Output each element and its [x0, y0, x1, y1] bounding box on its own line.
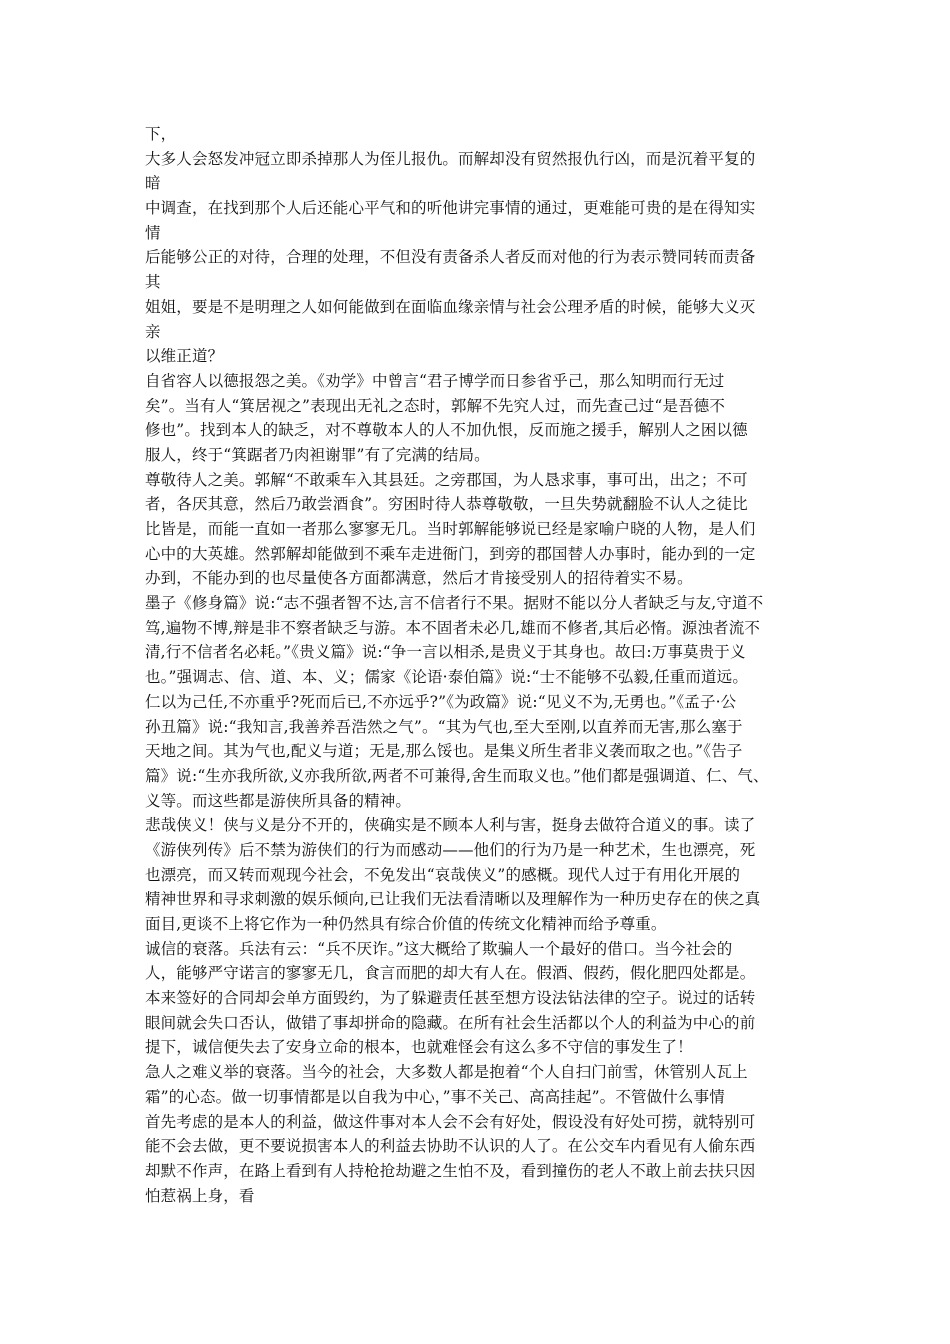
text-line: 比皆是，而能一直如一者那么寥寥无几。当时郭解能够说已经是家喻户晓的人物，是人们 — [145, 520, 756, 538]
text-line: 悲哉侠义！侠与义是分不开的，侠确实是不顾本人利与害，挺身去做符合道义的事。读了 — [145, 816, 756, 835]
text-line: 却默不作声，在路上看到有人持枪抢劫避之生怕不及，看到撞伤的老人不敢上前去扶只因 — [145, 1161, 756, 1180]
text-line: 矣”。当有人“箕居视之”表现出无礼之态时，郭解不先究人过，而先查己过“是吾德不 — [145, 396, 726, 415]
text-line: 后能够公正的对待，合理的处理，不但没有责备杀人者反而对他的行为表示赞同转而责备 — [145, 248, 756, 267]
text-line: 义等。而这些都是游侠所具备的精神。 — [145, 791, 412, 810]
text-line: 心中的大英雄。然郭解却能做到不乘车走进衙门，到旁的郡国替人办事时，能办到的一定 — [145, 544, 756, 563]
text-line: 修也”。找到本人的缺乏，对不尊敬本人的人不加仇恨，反而施之援手，解别人之困以德 — [145, 421, 748, 440]
text-line: 本来签好的合同却会单方面毁约，为了躲避责任甚至想方设法钻法律的空子。说过的话转 — [145, 989, 756, 1008]
text-line: 仁以为己任,不亦重乎?死而后已,不亦远乎?”《为政篇》说:“见义不为,无勇也。”《孟子·公 — [145, 692, 737, 711]
text-line: 急人之难义举的衰落。当今的社会，大多数人都是抱着“个人自扫门前雪，休管别人瓦上 — [145, 1063, 748, 1082]
text-line: 首先考虑的是本人的利益，做这件事对本人会不会有好处，假设没有好处可捞，就特别可 — [145, 1112, 756, 1131]
text-line: 其 — [145, 273, 161, 292]
text-line: 尊敬待人之美。郭解“不敢乘车入其县廷。之旁郡国，为人恳求事，事可出，出之；不可 — [145, 470, 748, 489]
text-line: 眼间就会失口否认，做错了事却拼命的隐藏。在所有社会生活都以个人的利益为中心的前 — [145, 1013, 756, 1032]
text-line: 清,行不信者名必耗。”《贵义篇》说:“争一言以相杀,是贵义于其身也。故曰:万事莫贵于义 — [145, 643, 746, 662]
text-line: 能不会去做，更不要说损害本人的利益去协助不认识的人了。在公交车内看见有人偷东西 — [145, 1137, 756, 1156]
text-line: 服人，终于“箕踞者乃肉袒谢罪”有了完满的结局。 — [145, 445, 490, 464]
text-line: 精神世界和寻求刺激的娱乐倾向,已让我们无法看清晰以及理解作为一种历史存在的侠之真 — [145, 890, 761, 909]
text-line: 墨子《修身篇》说:“志不强者智不达,言不信者行不果。据财不能以分人者缺乏与友,守道不 — [145, 594, 764, 613]
text-line: 篇》说:“生亦我所欲,义亦我所欲,两者不可兼得,舍生而取义也。”他们都是强调道、仁、气、 — [145, 766, 769, 785]
text-line: 下， — [145, 125, 177, 143]
text-line: 者，各厌其意，然后乃敢尝酒食”。穷困时待人恭尊敬敬，一旦失势就翻脸不认人之徒比 — [145, 495, 748, 514]
text-line: 怕惹祸上身，看 — [145, 1186, 255, 1205]
text-line: 也。”强调志、信、道、本、义；儒家《论语·泰伯篇》说:“士不能够不弘毅,任重而道远。 — [145, 668, 748, 687]
text-line: 亲 — [145, 322, 161, 341]
text-line: 自省容人以德报怨之美。《劝学》中曾言“君子博学而日参省乎己，那么知明而行无过 — [145, 371, 725, 390]
text-line: 诚信的衰落。兵法有云：“兵不厌诈。”这大概给了欺骗人一个最好的借口。当今社会的 — [145, 939, 733, 958]
text-line: 霜”的心态。做一切事情都是以自我为中心，”事不关己、高高挂起”。不管做什么事情 — [145, 1087, 725, 1106]
text-line: 姐姐，要是不是明理之人如何能做到在面临血缘亲情与社会公理矛盾的时候，能够大义灭 — [145, 297, 756, 316]
text-line: 中调查，在找到那个人后还能心平气和的听他讲完事情的通过，更难能可贵的是在得知实 — [145, 199, 756, 218]
text-line: 《游侠列传》后不禁为游侠们的行为而感动——他们的行为乃是一种艺术，生也漂亮，死 — [145, 840, 756, 859]
text-line: 情 — [145, 223, 161, 242]
text-line: 提下，诚信便失去了安身立命的根本，也就难怪会有这么多不守信的事发生了！ — [145, 1038, 693, 1057]
text-line: 天地之间。其为气也,配义与道；无是,那么馁也。是集义所生者非义袭而取之也。”《告子 — [145, 742, 743, 761]
text-line: 暗 — [145, 174, 161, 193]
text-line: 孙丑篇》说:“我知言,我善养吾浩然之气”。“其为气也,至大至刚,以直养而无害,那么塞于 — [145, 717, 743, 736]
text-line: 大多人会怒发冲冠立即杀掉那人为侄儿报仇。而解却没有贸然报仇行凶，而是沉着平复的 — [145, 149, 756, 168]
text-line: 人，能够严守诺言的寥寥无几，食言而肥的却大有人在。假酒、假药，假化肥四处都是。 — [145, 964, 756, 983]
document-body — [145, 122, 810, 1208]
text-line: 笃,遍物不博,辩是非不察者缺乏与游。本不固者未必几,雄而不修者,其后必惰。源浊者流不 — [145, 618, 761, 637]
text-line: 以维正道？ — [145, 347, 224, 366]
text-line: 也漂亮，而又转而观现今社会，不免发出“哀哉侠义”的感概。现代人过于有用化开展的 — [145, 865, 741, 884]
text-line: 面目,更谈不上将它作为一种仍然具有综合价值的传统文化精神而给予尊重。 — [145, 915, 667, 933]
text-line: 办到，不能办到的也尽量使各方面都满意，然后才肯接受别人的招待着实不易。 — [145, 569, 693, 588]
